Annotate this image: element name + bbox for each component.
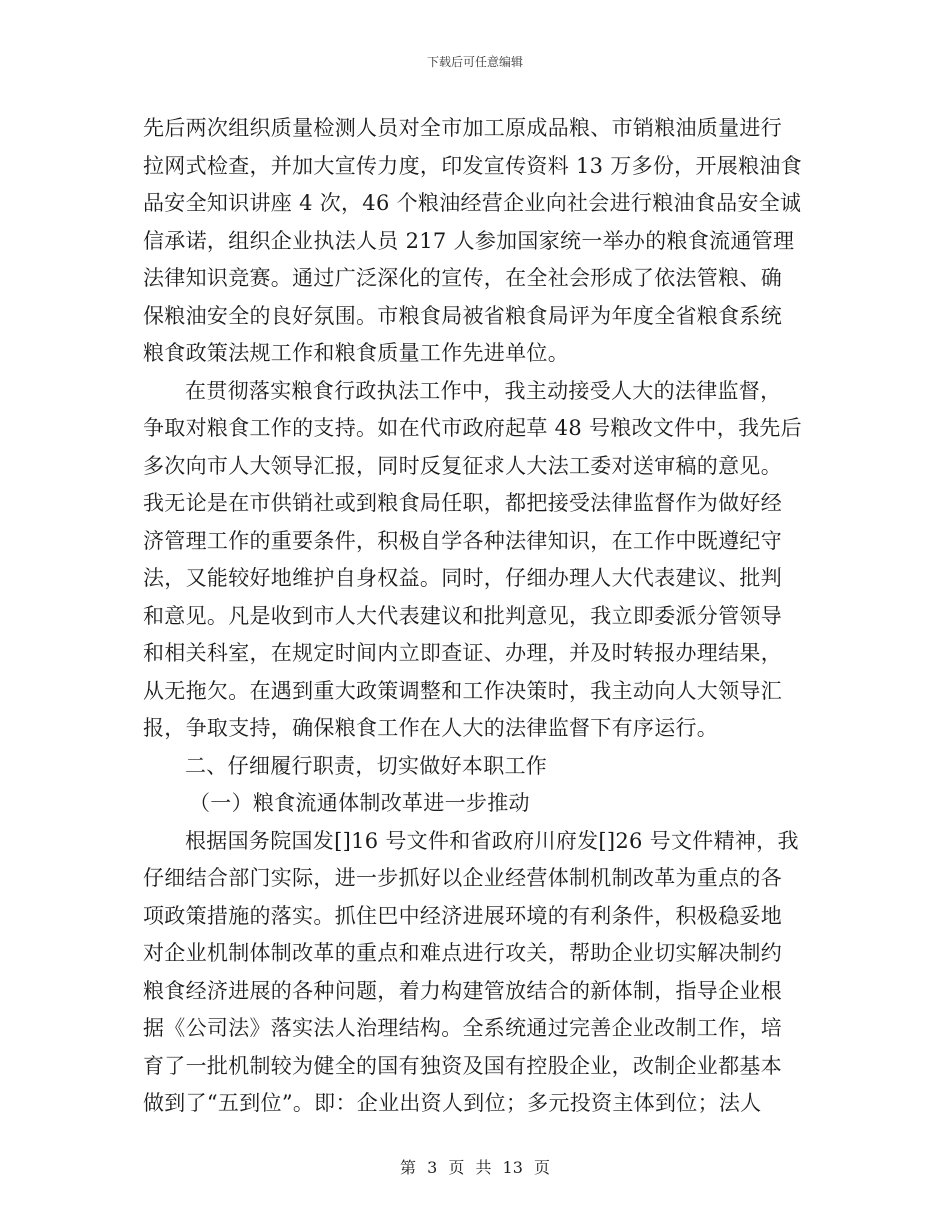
text-line: 法，又能较好地维护自身权益。同时，仔细办理人大代表建议、批判 bbox=[143, 566, 782, 590]
text-line: 先后两次组织质量检测人员对全市加工原成品粮、市销粮油质量进行 bbox=[143, 116, 782, 140]
text-line: 项政策措施的落实。抓住巴中经济进展环境的有利条件，积极稳妥地 bbox=[143, 903, 782, 928]
text-line: 争取对粮食工作的支持。如在代市政府起草 48 号粮改文件中，我先后 bbox=[143, 416, 802, 440]
text-line: 信承诺，组织企业执法人员 217 人参加国家统一举办的粮食流通管理 bbox=[143, 228, 795, 253]
text-line: 法律知识竞赛。通过广泛深化的宣传，在全社会形成了依法管粮、确 bbox=[143, 266, 782, 290]
text-line: 粮食经济进展的各种问题，着力构建管放结合的新体制，指导企业根 bbox=[143, 978, 782, 1003]
text-line: 多次向市人大领导汇报，同时反复征求人大法工委对送审稿的意见。 bbox=[143, 453, 782, 478]
text-line: 粮食政策法规工作和粮食质量工作先进单位。 bbox=[143, 341, 569, 365]
text-line: 和相关科室，在规定时间内立即查证、办理，并及时转报办理结果， bbox=[143, 641, 782, 665]
page-header-note: 下载后可任意编辑 bbox=[426, 55, 523, 69]
text-line: 品安全知识讲座 4 次，46 个粮油经营企业向社会进行粮油食品安全诚 bbox=[143, 191, 802, 215]
text-line: 据《公司法》落实法人治理结构。全系统通过完善企业改制工作，培 bbox=[143, 1016, 782, 1040]
text-line: 拉网式检查，并加大宣传力度，印发宣传资料 13 万多份，开展粮油食 bbox=[143, 153, 802, 178]
text-line: 做到了“五到位”。即：企业出资人到位；多元投资主体到位；法人 bbox=[143, 1091, 762, 1115]
text-line: 我无论是在市供销社或到粮食局任职，都把接受法律监督作为做好经 bbox=[143, 491, 782, 515]
text-line: 育了一批机制较为健全的国有独资及国有控股企业，改制企业都基本 bbox=[143, 1053, 782, 1078]
paragraph-start-line: 在贯彻落实粮食行政执法工作中，我主动接受人大的法律监督， bbox=[185, 378, 782, 403]
text-line: 对企业机制体制改革的重点和难点进行攻关，帮助企业切实解决制约 bbox=[143, 941, 782, 965]
text-line: 报，争取支持，确保粮食工作在人大的法律监督下有序运行。 bbox=[143, 716, 719, 740]
text-line: 仔细结合部门实际，进一步抓好以企业经营体制机制改革为重点的各 bbox=[143, 866, 782, 890]
text-line: 济管理工作的重要条件，积极自学各种法律知识，在工作中既遵纪守 bbox=[143, 528, 782, 553]
text-line: 保粮油安全的良好氛围。市粮食局被省粮食局评为年度全省粮食系统 bbox=[143, 303, 782, 328]
text-line: 从无拖欠。在遇到重大政策调整和工作决策时，我主动向人大领导汇 bbox=[143, 678, 782, 703]
subsection-heading: （一）粮食流通体制改革进一步推动 bbox=[189, 791, 530, 815]
document-body bbox=[143, 110, 803, 1123]
section-heading: 二、仔细履行职责，切实做好本职工作 bbox=[185, 753, 548, 778]
page-number-footer: 第 3 页 共 13 页 bbox=[400, 1158, 550, 1177]
text-line: 和意见。凡是收到市人大代表建议和批判意见，我立即委派分管领导 bbox=[143, 603, 782, 628]
paragraph-start-line: 根据国务院国发[]16 号文件和省政府川府发[]26 号文件精神，我 bbox=[185, 828, 799, 853]
